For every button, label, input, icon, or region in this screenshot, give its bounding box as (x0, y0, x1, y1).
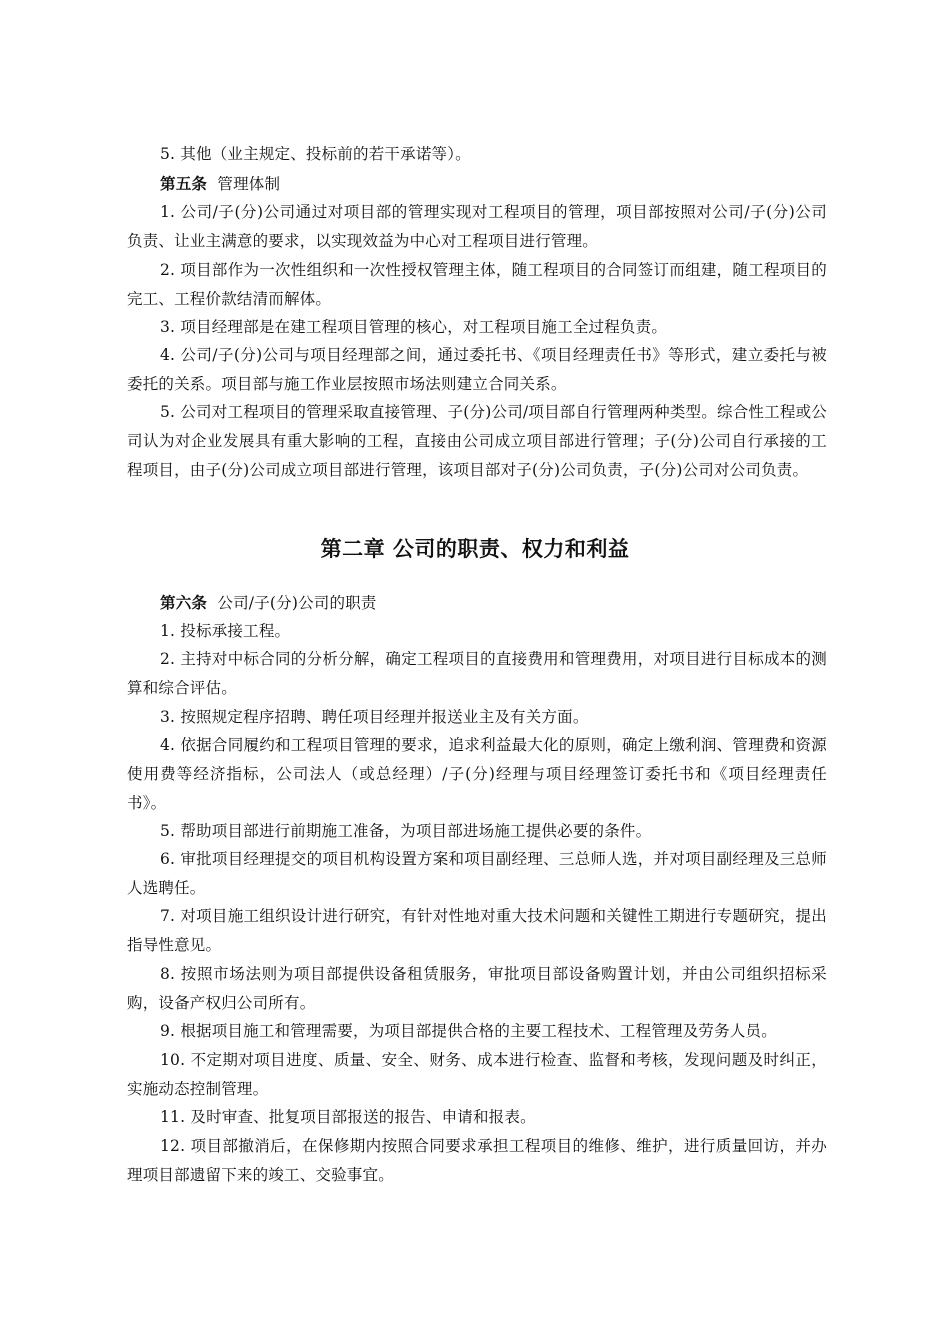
article-6-item-10: 10. 不定期对项目进度、质量、安全、财务、成本进行检查、监督和考核，发现问题及时纠正，实施动态控制管理。 (127, 1051, 827, 1098)
article-6-heading (127, 588, 827, 618)
article-6-item-12: 12. 项目部撤消后，在保修期内按照合同要求承担工程项目的维修、维护，进行质量回访，并办理项目部遗留下来的竣工、交验事宜。 (127, 1137, 827, 1184)
article-6-item-8: 8. 按照市场法则为项目部提供设备租赁服务，审批项目部设备购置计划，并由公司组织招标采购，设备产权归公司所有。 (127, 965, 827, 1012)
article-5-item-1: 1. 公司/子(分)公司通过对项目部的管理实现对工程项目的管理，项目部按照对公司/子(分)公司负责、让业主满意的要求，以实现效益为中心对工程项目进行管理。 (127, 203, 827, 250)
article-6-item-9: 9. 根据项目施工和管理需要，为项目部提供合格的主要工程技术、工程管理及劳务人员。 (160, 1022, 777, 1040)
article-5-heading (127, 169, 827, 199)
article-6-item-3: 3. 按照规定程序招聘、聘任项目经理并报送业主及有关方面。 (160, 708, 589, 726)
article-6-title: 公司/子(分)公司的职责 (217, 594, 377, 612)
article-6-item-2: 2. 主持对中标合同的分析分解，确定工程项目的直接费用和管理费用，对项目进行目标成本的测算和综合评估。 (127, 650, 827, 697)
article-6-item-1: 1. 投标承接工程。 (160, 622, 291, 640)
article-6-item-4: 4. 依据合同履约和工程项目管理的要求，追求利益最大化的原则，确定上缴利润、管理费和资源使用费等经济指标，公司法人（或总经理）/子(分)经理与项目经理签订委托书和《项目经理责任书》。 (127, 736, 827, 812)
article-5-item-3: 3. 项目经理部是在建工程项目管理的核心，对工程项目施工全过程负责。 (160, 318, 668, 336)
article-5-item-2: 2. 项目部作为一次性组织和一次性授权管理主体，随工程项目的合同签订而组建，随工程项目的完工、工程价款结清而解体。 (127, 261, 827, 308)
article-6-item-5: 5. 帮助项目部进行前期施工准备，为项目部进场施工提供必要的条件。 (160, 822, 652, 840)
article-5-item-4: 4. 公司/子(分)公司与项目经理部之间，通过委托书、《项目经理责任书》等形式，建立委托与被委托的关系。项目部与施工作业层按照市场法则建立合同关系。 (127, 346, 827, 393)
article-5-label: 第五条 (160, 174, 208, 193)
article-6-item-6: 6. 审批项目经理提交的项目机构设置方案和项目副经理、三总师人选，并对项目副经理及三总师人选聘任。 (127, 850, 827, 897)
article-6-item-7: 7. 对项目施工组织设计进行研究，有针对性地对重大技术问题和关键性工期进行专题研究，提出指导性意见。 (127, 907, 827, 954)
paragraph-other: 5. 其他（业主规定、投标前的若干承诺等）。 (160, 145, 471, 163)
article-6-label: 第六条 (160, 593, 208, 612)
article-5-title: 管理体制 (217, 175, 281, 193)
article-6-item-11: 11. 及时审查、批复项目部报送的报告、申请和报表。 (160, 1108, 536, 1126)
chapter-title: 第二章 公司的职责、权力和利益 (320, 537, 630, 561)
article-5-item-5: 5. 公司对工程项目的管理采取直接管理、子(分)公司/项目部自行管理两种类型。综合性工程或公司认为对企业发展具有重大影响的工程，直接由公司成立项目部进行管理；子(分)公司自行承接的工程项目，由子(分)公司成立项目部进行管理，该项目部对子(分)公司负责，子(分)公司对公司负责。 (127, 403, 827, 479)
